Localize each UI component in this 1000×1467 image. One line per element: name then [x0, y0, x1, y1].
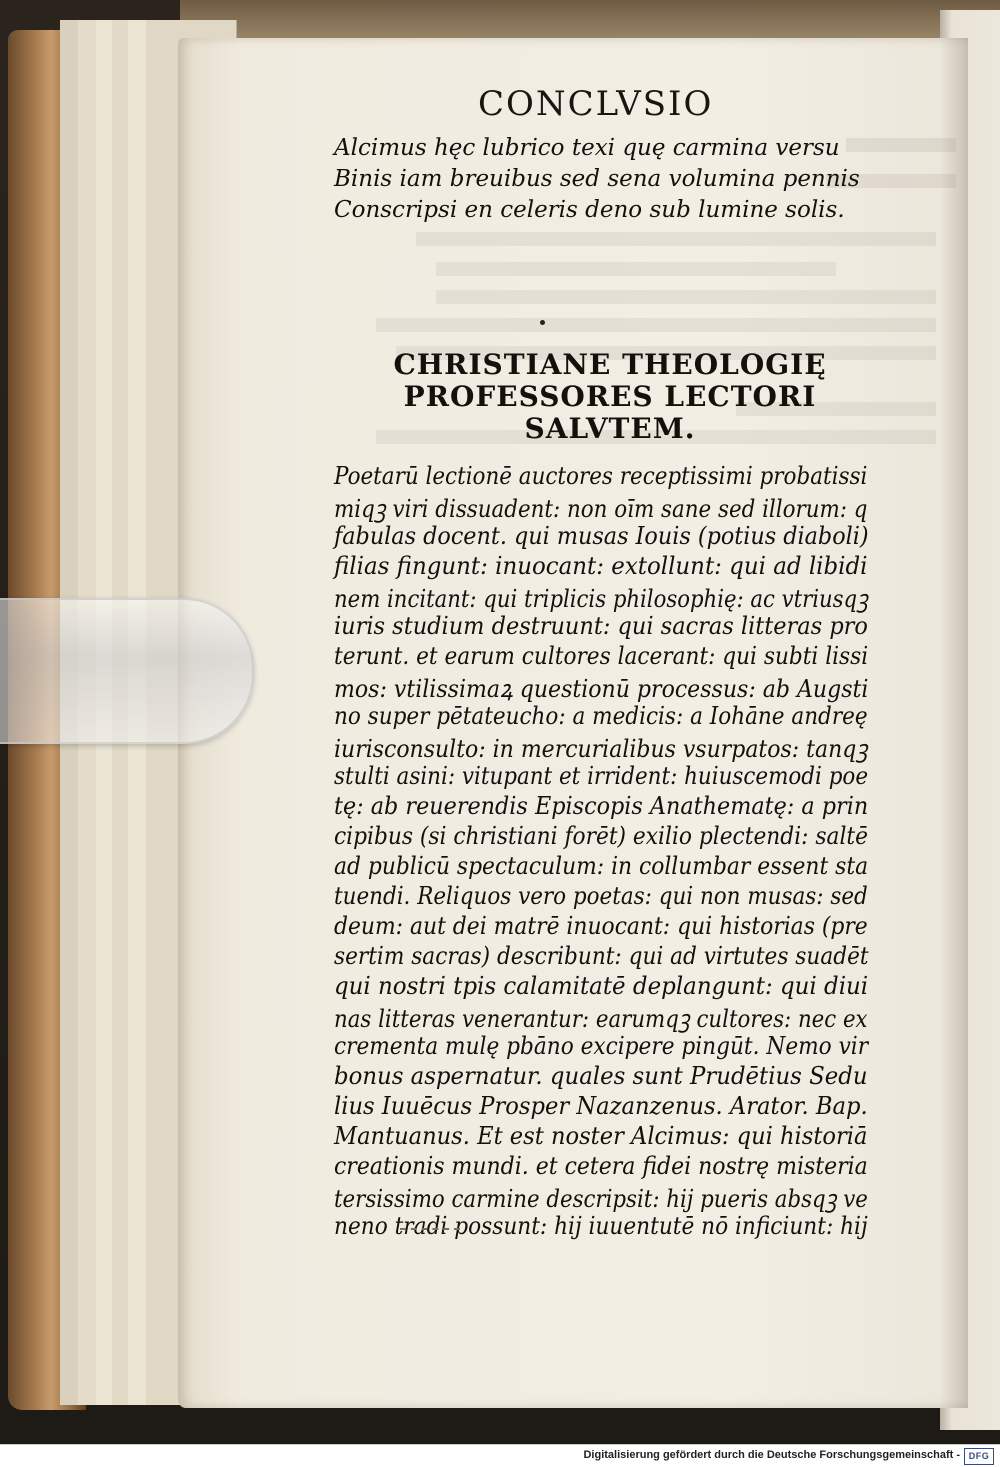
body-line: qui nostri tpis calamitatē deplangunt: qui diui	[334, 972, 869, 1000]
body-line: iurisconsulto: in mercurialibus vsurpatos: tanqꝫ	[334, 735, 868, 763]
body-line: neno tradi possunt: hij iuuentutē nō inficiunt: hij	[334, 1212, 868, 1240]
body-line: tersissimo carmine descripsit: hij pueris absqꝫ ve	[334, 1185, 868, 1213]
glass-page-weight	[0, 598, 254, 744]
title-line: PROFESSORES LECTORI	[403, 380, 817, 413]
body-line: nem incitant: qui triplicis philosophię: ac vtriusqꝫ	[334, 585, 868, 613]
book-top-edge	[180, 0, 1000, 40]
body-line: nas litteras venerantur: earumqꝫ cultores: nec ex	[334, 1005, 868, 1033]
page-gutter-shadow	[940, 38, 968, 1408]
body-line: no super pētateucho: a medicis: a Iohāne andreę	[334, 702, 868, 730]
body-line: tę: ab reuerendis Episcopis Anathematę: a prin	[334, 792, 869, 820]
title-line: CHRISTIANE THEOLOGIĘ	[393, 348, 827, 381]
verse-line: Conscripsi en celeris deno sub lumine solis.	[334, 197, 845, 223]
body-line: deum: aut dei matrē inuocant: qui historias (pre	[334, 912, 868, 940]
body-line: iuris studium destruunt: qui sacras litteras pro	[334, 612, 868, 640]
page-heading: CONCLVSIO	[478, 84, 714, 124]
body-line: crementa mulę pbāno excipere pingūt. Nemo vir	[334, 1032, 869, 1060]
body-line: sertim sacras) describunt: qui ad virtutes suadēt	[334, 942, 869, 970]
ornament-dot	[540, 320, 545, 325]
catchword-rule	[400, 1228, 460, 1230]
verse-line: Alcimus hęc lubrico texi quę carmina versu	[334, 135, 840, 161]
body-line: mos: vtilissimaꝝ questionū processus: ab Augsti	[334, 675, 869, 703]
body-line: fabulas docent. qui musas Iouis (potius diaboli)	[334, 522, 869, 550]
body-line: bonus aspernatur. quales sunt Prudētius Sedu	[334, 1062, 868, 1090]
title-line: SALVTEM.	[524, 412, 696, 445]
footer-bar	[0, 1444, 1000, 1467]
body-line: ad publicū spectaculum: in collumbar essent sta	[334, 852, 869, 880]
body-line: miqꝫ viri dissuadent: non oīm sane sed illorum: q	[334, 495, 868, 523]
body-line: tuendi. Reliquos vero poetas: qui non musas: sed	[334, 882, 868, 910]
body-line: terunt. et earum cultores lacerant: qui subti lissi	[334, 642, 869, 670]
body-line: stulti asini: vitupant et irrident: huiuscemodi poe	[334, 762, 869, 790]
funding-credit: Digitalisierung gefördert durch die Deutsche Forschungsgemeinschaft -	[583, 1449, 960, 1461]
body-line: filias fingunt: inuocant: extollunt: qui ad libidi	[334, 552, 868, 580]
verse-line: Binis iam breuibus sed sena volumina pennis	[334, 166, 860, 192]
body-line: Poetarū lectionē auctores receptissimi probatissi	[334, 462, 868, 490]
dfg-logo: DFG	[964, 1448, 994, 1465]
body-line: creationis mundi. et cetera fidei nostrę misteria	[334, 1152, 868, 1180]
body-line: cipibus (si christiani forēt) exilio plectendi: saltē	[334, 822, 868, 850]
body-line: Mantuanus. Et est noster Alcimus: qui historiā	[334, 1122, 868, 1150]
body-line: lius Iuuēcus Prosper Nazanzenus. Arator. Bap.	[334, 1092, 868, 1120]
